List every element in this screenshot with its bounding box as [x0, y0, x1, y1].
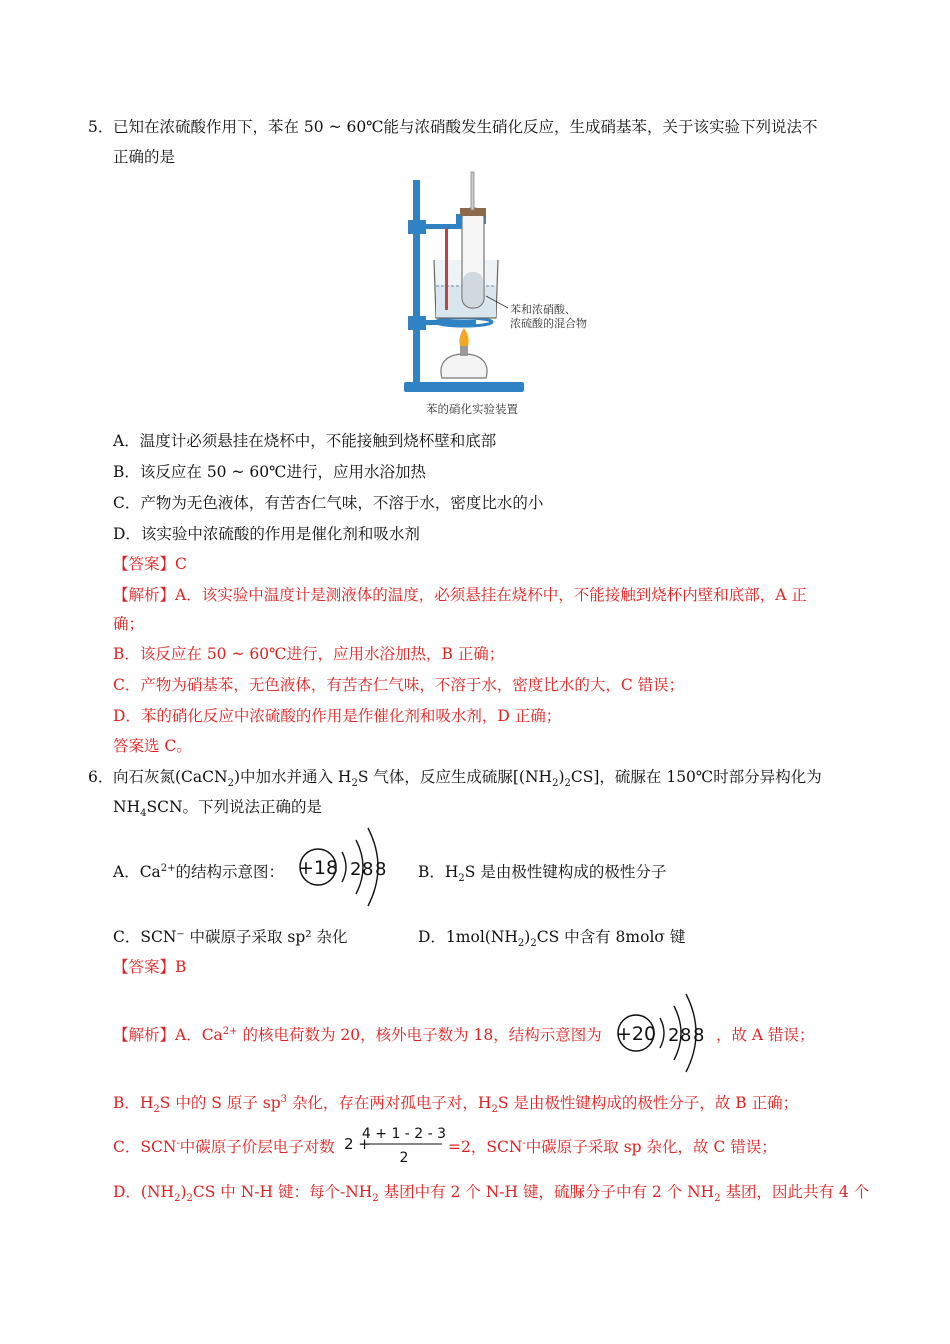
- q6-analysis-a-tail: ，故 A 错误；: [716, 1026, 815, 1044]
- q6-analysis-b: B．$H_2S$ 中的 S 原子 $sp^3$ 杂化，存在两对孤电子对，$H_2S$ 是由极性键构成的极性分子，故 B 正确；: [113, 1093, 799, 1116]
- stand-base: [404, 382, 524, 392]
- q5-number: 5．: [88, 118, 114, 136]
- valence-pair-formula: [342, 1120, 452, 1170]
- shell-electrons-1: 2: [350, 859, 362, 880]
- q6-option-b: B．$H_2S$ 是由极性键构成的极性分子: [418, 863, 667, 885]
- formula-lead: 2 +: [344, 1135, 371, 1153]
- q5-analysis-line1: 【解析】A．该实验中温度计是测液体的温度，必须悬挂在烧杯中，不能接触到烧杯内壁和底部，A 正: [113, 586, 807, 604]
- ca-ion-structure-diagram: [296, 822, 396, 912]
- shell-electrons-2: 8: [680, 1025, 692, 1046]
- formula-denominator: 2: [399, 1150, 409, 1166]
- q6-option-c: C．SCN⁻ 中碳原子采取 sp² 杂化: [113, 928, 348, 946]
- alcohol-lamp: [441, 354, 487, 378]
- q5-option-a: A．温度计必须悬挂在烧杯中，不能接触到烧杯壁和底部: [113, 432, 497, 450]
- figure-label-line1: 苯和浓硝酸、: [510, 303, 576, 316]
- q5-analysis-line2: 确；: [113, 615, 145, 633]
- nucleus-charge: +18: [297, 857, 339, 879]
- q5-analysis-line5: D．苯的硝化反应中浓硫酸的作用是作催化剂和吸水剂，D 正确；: [113, 707, 562, 725]
- q5-option-b: B．该反应在 50 ~ 60℃进行，应用水浴加热: [113, 463, 426, 481]
- q6-analysis-c-lead: C．SCN-中碳原子价层电子对数: [113, 1137, 335, 1156]
- q5-analysis-line6: 答案选 C。: [113, 737, 192, 755]
- q6-option-a: A．$Ca^{2+}$的结构示意图：: [113, 862, 285, 881]
- q6-analysis-a: 【解析】A．$Ca^{2+}$ 的核电荷数为 20，核外电子数为 18，结构示意图为: [113, 1025, 602, 1044]
- q5-analysis-line4: C．产物为硝基苯，无色液体，有苦杏仁气味，不溶于水，密度比水的大，C 错误；: [113, 676, 685, 694]
- ca-ion-structure-diagram-analysis: [614, 988, 714, 1078]
- q5-stem-line2: 正确的是: [113, 148, 176, 166]
- q6-option-d: D．$1mol(NH_2)_2CS$ 中含有 8molσ 键: [418, 928, 686, 950]
- q6-answer: 【答案】B: [113, 958, 187, 976]
- formula-numerator: 4 + 1 - 2 - 3: [361, 1126, 447, 1142]
- shell-electrons-2: 8: [362, 859, 374, 880]
- nitration-apparatus-figure: [398, 168, 618, 420]
- q6-analysis-c-tail: =2，SCN-中碳原子采取 sp 杂化，故 C 错误；: [448, 1137, 777, 1156]
- q6-stem-line1: 向石灰氮(CaCN$_2$)中加水并通入 $H_2S$ 气体，反应生成硫脲$[(NH_2)_2CS]$，硫脲在 150℃时部分异构化为: [113, 768, 822, 790]
- q5-option-c: C．产物为无色液体，有苦杏仁气味，不溶于水，密度比水的小: [113, 494, 544, 512]
- figure-caption: 苯的硝化实验装置: [426, 402, 518, 416]
- q5-stem-line1: 已知在浓硫酸作用下，苯在 50 ~ 60℃能与浓硝酸发生硝化反应，生成硝基苯，关于该实验下列说法不: [113, 118, 818, 136]
- shell-electrons-3: 8: [693, 1025, 705, 1046]
- q5-analysis-line3: B．该反应在 50 ~ 60℃进行，应用水浴加热，B 正确；: [113, 645, 505, 663]
- nucleus-charge: +20: [615, 1023, 657, 1045]
- q5-answer: 【答案】C: [113, 555, 187, 573]
- shell-electrons-1: 2: [668, 1025, 680, 1046]
- q6-analysis-d: D．$(NH_2)_2CS$ 中 N-H 键：每个$-NH_2$ 基团中有 2 个 N-H 键，硫脲分子中有 2 个 $NH_2$ 基团，因此共有 4 个: [113, 1183, 870, 1205]
- thermometer: [445, 228, 448, 310]
- q5-option-d: D．该实验中浓硫酸的作用是催化剂和吸水剂: [113, 525, 420, 543]
- shell-electrons-3: 8: [375, 859, 387, 880]
- figure-label-line2: 浓硫酸的混合物: [510, 317, 587, 330]
- q6-stem-line2: $NH_4SCN$。下列说法正确的是: [113, 798, 323, 820]
- stand-pole: [413, 180, 420, 384]
- q6-number: 6．: [88, 768, 114, 786]
